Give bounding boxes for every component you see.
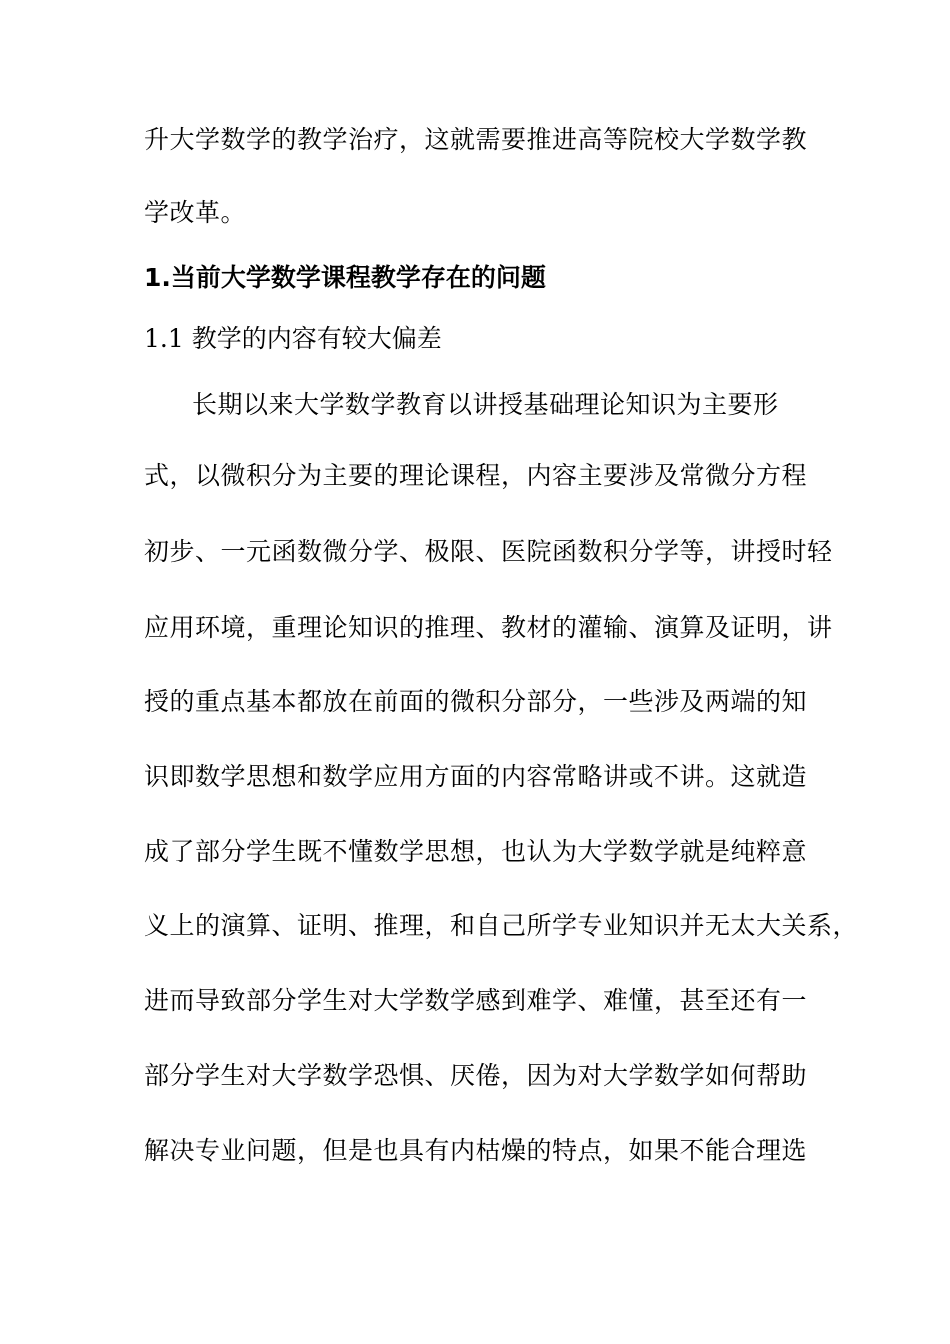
section-subheading: 1.1 教学的内容有较大偏差 [144, 324, 442, 353]
body-line-7: 成了部分学生既不懂数学思想，也认为大学数学就是纯粹意 [144, 837, 808, 866]
body-line-2: 式，以微积分为主要的理论课程，内容主要涉及常微分方程 [144, 461, 808, 490]
body-line-11: 解决专业问题，但是也具有内枯燥的特点，如果不能合理选 [144, 1136, 808, 1165]
body-line-5: 授的重点基本都放在前面的微积分部分，一些涉及两端的知 [144, 687, 808, 716]
intro-line-2: 学改革。 [144, 198, 247, 227]
body-line-6: 识即数学思想和数学应用方面的内容常略讲或不讲。这就造 [144, 762, 808, 791]
body-line-8: 义上的演算、证明、推理，和自己所学专业知识并无太大关系， [144, 911, 859, 940]
intro-line-1: 升大学数学的教学治疗，这就需要推进高等院校大学数学教 [144, 125, 808, 154]
body-line-9: 进而导致部分学生对大学数学感到难学、难懂，甚至还有一 [144, 986, 808, 1015]
section-heading: 1.当前大学数学课程教学存在的问题 [144, 263, 546, 292]
body-line-3: 初步、一元函数微分学、极限、医院函数积分学等，讲授时轻 [144, 537, 833, 566]
body-line-1: 长期以来大学数学教育以讲授基础理论知识为主要形 [192, 390, 779, 419]
body-line-4: 应用环境，重理论知识的推理、教材的灌输、演算及证明，讲 [144, 613, 833, 642]
body-line-10: 部分学生对大学数学恐惧、厌倦，因为对大学数学如何帮助 [144, 1061, 808, 1090]
